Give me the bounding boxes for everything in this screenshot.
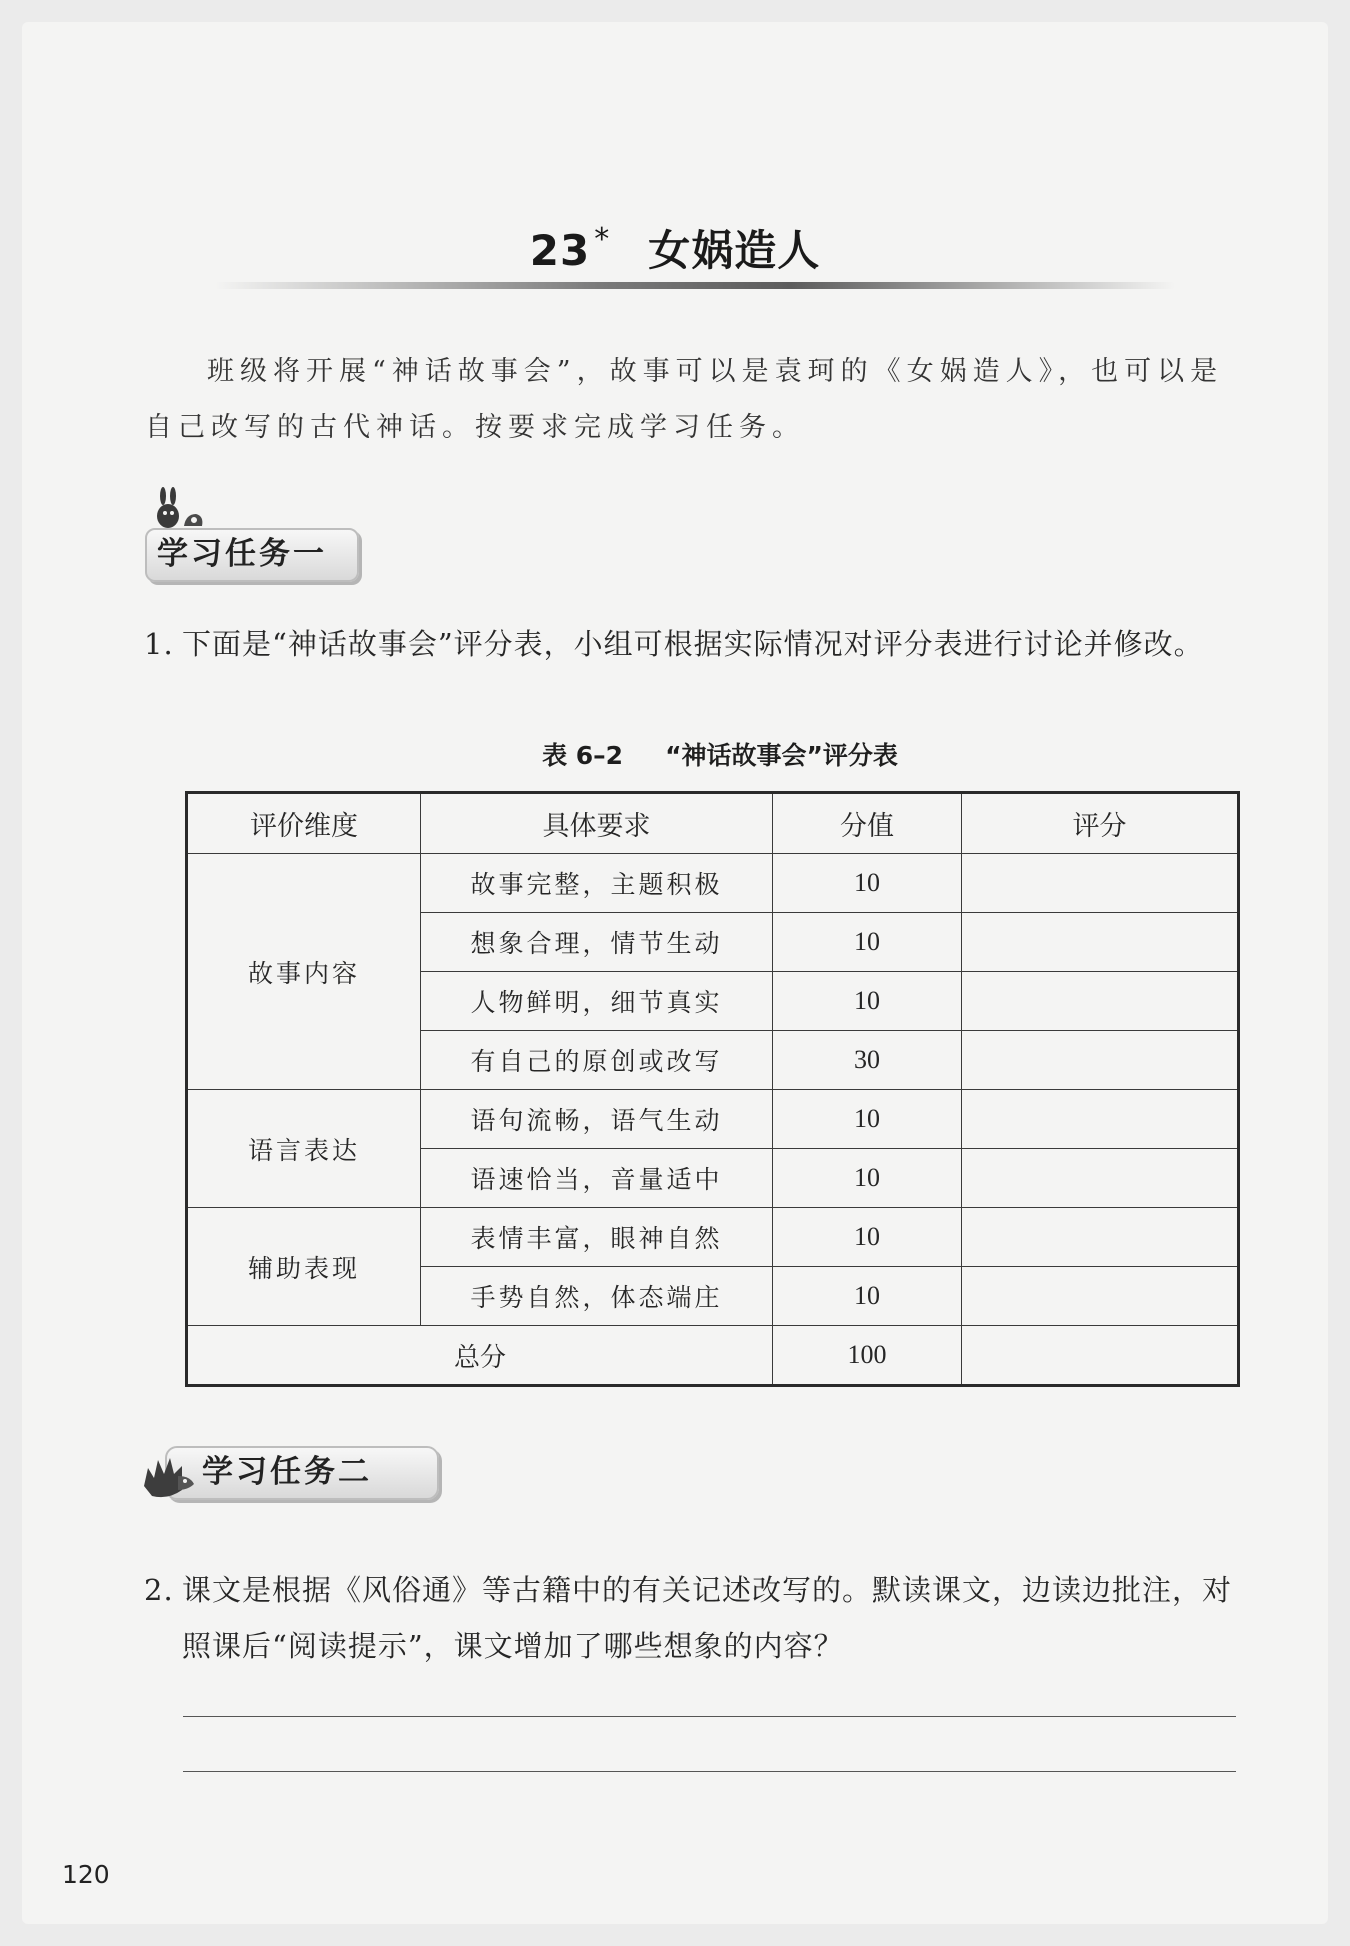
value-cell: 10: [773, 972, 962, 1031]
answer-line[interactable]: [183, 1771, 1236, 1772]
page-number: 120: [62, 1860, 110, 1889]
lesson-number: 23: [529, 226, 591, 275]
table-header-row: [187, 793, 1239, 854]
requirement-cell: 语速恰当，音量适中: [421, 1149, 773, 1208]
question-2-number: 2.: [144, 1573, 174, 1607]
self-study-star: *: [594, 222, 611, 257]
requirement-cell: 语句流畅，语气生动: [421, 1090, 773, 1149]
value-cell: 10: [773, 913, 962, 972]
score-cell[interactable]: [962, 1208, 1239, 1267]
header-score: 评分: [962, 793, 1239, 854]
table-row: [187, 1208, 1239, 1267]
question-2: [144, 1562, 1237, 1674]
value-cell: 10: [773, 854, 962, 913]
score-cell[interactable]: [962, 972, 1239, 1031]
requirement-cell: 故事完整，主题积极: [421, 854, 773, 913]
dimension-cell: 语言表达: [187, 1090, 421, 1208]
total-value-cell: 100: [773, 1326, 962, 1386]
score-cell[interactable]: [962, 1031, 1239, 1090]
dimension-cell: 辅助表现: [187, 1208, 421, 1326]
score-cell[interactable]: [962, 1149, 1239, 1208]
header-dimension: 评价维度: [187, 793, 421, 854]
requirement-cell: 手势自然，体态端庄: [421, 1267, 773, 1326]
intro-paragraph: 班级将开展“神话故事会”，故事可以是袁珂的《女娲造人》，也可以是自己改写的古代神话。按要求完成学习任务。: [145, 356, 1224, 443]
question-1-number: 1.: [144, 627, 174, 661]
table-caption-number: 表 6–2: [542, 741, 624, 770]
task-two-badge: 学习任务二: [165, 1446, 439, 1500]
score-cell[interactable]: [962, 913, 1239, 972]
requirement-cell: 表情丰富，眼神自然: [421, 1208, 773, 1267]
value-cell: 10: [773, 1149, 962, 1208]
value-cell: 10: [773, 1090, 962, 1149]
table-total-row: [187, 1326, 1239, 1386]
table-row: [187, 1090, 1239, 1149]
lesson-title: [0, 218, 1350, 278]
table-caption: [0, 736, 1350, 772]
score-cell[interactable]: [962, 1090, 1239, 1149]
header-requirement: 具体要求: [421, 793, 773, 854]
answer-line[interactable]: [183, 1716, 1236, 1717]
question-2-text: 课文是根据《风俗通》等古籍中的有关记述改写的。默读课文，边读边批注，对照课后“阅读提示”，课文增加了哪些想象的内容？: [182, 1573, 1233, 1663]
requirement-cell: 人物鲜明，细节真实: [421, 972, 773, 1031]
total-score-cell[interactable]: [962, 1326, 1239, 1386]
score-cell[interactable]: [962, 854, 1239, 913]
table-caption-title: “神话故事会”评分表: [665, 741, 898, 770]
table-row: [187, 854, 1239, 913]
title-underline: [215, 282, 1175, 289]
value-cell: 30: [773, 1031, 962, 1090]
hedgehog-icon: [138, 1446, 198, 1504]
lesson-title-text: 女娲造人: [648, 226, 821, 275]
requirement-cell: 想象合理，情节生动: [421, 913, 773, 972]
requirement-cell: 有自己的原创或改写: [421, 1031, 773, 1090]
value-cell: 10: [773, 1208, 962, 1267]
question-1-text: 下面是“神话故事会”评分表，小组可根据实际情况对评分表进行讨论并修改。: [182, 627, 1204, 661]
scoring-table: [185, 791, 1240, 1387]
score-cell[interactable]: [962, 1267, 1239, 1326]
rabbit-snail-icon: [150, 486, 210, 532]
question-1: [144, 616, 1237, 672]
dimension-cell: 故事内容: [187, 854, 421, 1090]
header-value: 分值: [773, 793, 962, 854]
total-label-cell: 总分: [187, 1326, 773, 1386]
task-one-badge: 学习任务一: [145, 528, 359, 582]
value-cell: 10: [773, 1267, 962, 1326]
